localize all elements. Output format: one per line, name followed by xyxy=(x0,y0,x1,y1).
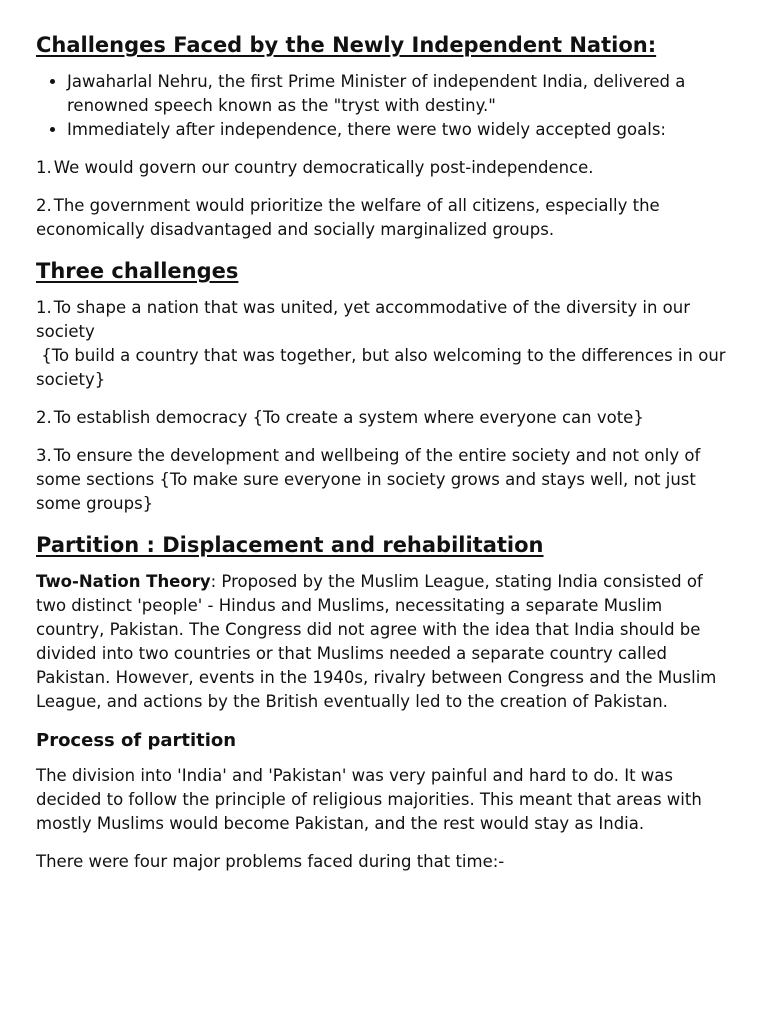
goal-2 xyxy=(36,194,732,242)
bullet-goals: • Immediately after independence, there were two widely accepted goals: xyxy=(67,118,732,142)
challenge-1 xyxy=(36,296,732,392)
goal-1 xyxy=(36,156,732,180)
three-challenges-heading: Three challenges xyxy=(36,259,239,283)
challenge-1-note: {To build a country that was together, but also welcoming to the differences in our society} xyxy=(36,346,726,389)
challenge-2-number: 2. xyxy=(36,408,52,427)
bullet-nehru: • Jawaharlal Nehru, the first Prime Minister of independent India, delivered a renowned speech known as the "tryst with destiny." xyxy=(67,70,732,118)
goal-2-number: 2. xyxy=(36,196,52,215)
intro-bullet-list xyxy=(36,70,732,142)
main-heading: Challenges Faced by the Newly Independent Nation: xyxy=(36,33,657,57)
two-nation-text: : Proposed by the Muslim League, stating India consisted of two distinct 'people' - Hindus and Muslims, necessitating a separate Muslim country, Pakistan. The Congress did not agree with the idea that India should be divided into two countries or that Muslims needed a separate country called Pakistan. However, events in the 1940s, rivalry between Congress and the Muslim League, and actions by the British eventually led to the creation of Pakistan. xyxy=(36,572,717,711)
challenge-1-number: 1. xyxy=(36,298,52,317)
problems-paragraph: There were four major problems faced during that time:- xyxy=(36,852,505,871)
challenge-3-number: 3. xyxy=(36,446,52,465)
two-nation-term: Two-Nation Theory xyxy=(36,572,211,591)
challenge-3 xyxy=(36,444,732,516)
challenge-2-text: To establish democracy {To create a system where everyone can vote} xyxy=(53,408,644,427)
two-nation-paragraph xyxy=(36,570,732,714)
process-paragraph: The division into 'India' and 'Pakistan' was very painful and hard to do. It was decided to follow the principle of religious majorities. This meant that areas with mostly Muslims would become Pakistan, and the rest would stay as India. xyxy=(36,766,702,833)
goal-1-number: 1. xyxy=(36,158,52,177)
challenge-1-text: To shape a nation that was united, yet accommodative of the diversity in our society xyxy=(36,298,690,341)
partition-heading: Partition : Displacement and rehabilitation xyxy=(36,533,544,557)
goal-2-text: The government would prioritize the welfare of all citizens, especially the economically disadvantaged and socially marginalized groups. xyxy=(36,196,660,239)
challenge-3-text: To ensure the development and wellbeing of the entire society and not only of some sections {To make sure everyone in society grows and stays well, not just some groups} xyxy=(36,446,701,513)
goal-1-text: We would govern our country democratically post-independence. xyxy=(53,158,594,177)
challenge-2 xyxy=(36,406,732,430)
process-heading: Process of partition xyxy=(36,730,237,751)
